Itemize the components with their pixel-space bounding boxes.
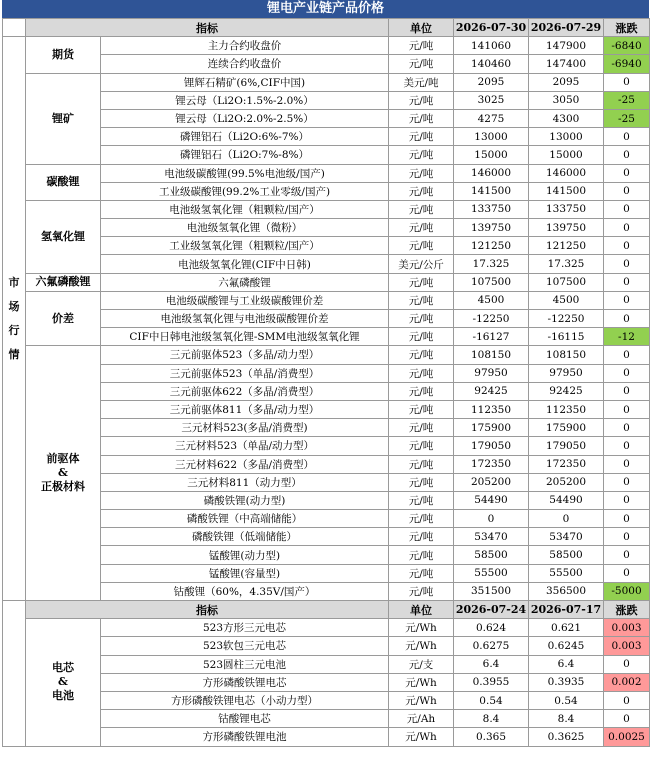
indicator-name: 电池级碳酸锂(99.5%电池级/国产) <box>101 164 389 182</box>
value-date1: 0 <box>454 510 529 528</box>
value-date2: 175900 <box>529 419 604 437</box>
value-date2: 2095 <box>529 73 604 91</box>
table-row <box>3 364 650 382</box>
change-cell: -25 <box>604 91 650 109</box>
value-date1: 4275 <box>454 109 529 127</box>
value-date1: 55500 <box>454 564 529 582</box>
value-date2: 356500 <box>529 582 604 600</box>
table-row <box>3 164 650 182</box>
indicator-name: 电池级氢氧化锂（粗颗粒/国产） <box>101 200 389 218</box>
indicator-name: 电池级氢氧化锂（微粉） <box>101 219 389 237</box>
unit-cell: 元/吨 <box>389 55 454 73</box>
value-date1: 0.6275 <box>454 637 529 655</box>
indicator-name: 工业级碳酸锂(99.2%工业零级/国产) <box>101 182 389 200</box>
page-title: 锂电产业链产品价格 <box>2 0 649 18</box>
change-cell: 0 <box>604 255 650 273</box>
value-date2: 8.4 <box>529 710 604 728</box>
change-cell: 0.003 <box>604 619 650 637</box>
value-date1: 179050 <box>454 437 529 455</box>
indicator-name: 磷酸铁锂（低端储能） <box>101 528 389 546</box>
header-date1: 2026-07-24 <box>454 601 529 619</box>
value-date1: 133750 <box>454 200 529 218</box>
value-date2: 205200 <box>529 473 604 491</box>
change-cell: -5000 <box>604 582 650 600</box>
unit-cell: 元/吨 <box>389 510 454 528</box>
indicator-name: 磷酸铁锂（中高端储能） <box>101 510 389 528</box>
indicator-name: 电池级氢氧化锂与电池级碳酸锂价差 <box>101 310 389 328</box>
value-date2: 58500 <box>529 546 604 564</box>
value-date1: 139750 <box>454 219 529 237</box>
unit-cell: 元/吨 <box>389 419 454 437</box>
table-row <box>3 219 650 237</box>
indicator-name: 锰酸锂(动力型) <box>101 546 389 564</box>
header-row <box>3 19 650 37</box>
unit-cell: 元/吨 <box>389 291 454 309</box>
change-cell: 0 <box>604 346 650 364</box>
unit-cell: 元/吨 <box>389 364 454 382</box>
indicator-name: 主力合约收盘价 <box>101 37 389 55</box>
value-date2: 0.3625 <box>529 728 604 746</box>
unit-cell: 元/吨 <box>389 491 454 509</box>
table-row <box>3 255 650 273</box>
table-row <box>3 546 650 564</box>
value-date2: 54490 <box>529 491 604 509</box>
value-date2: 97950 <box>529 364 604 382</box>
unit-cell: 元/吨 <box>389 437 454 455</box>
category-cell: 锂矿 <box>26 73 101 164</box>
table-row <box>3 655 650 673</box>
change-cell: -6840 <box>604 37 650 55</box>
indicator-name: 锂辉石精矿(6%,CIF中国) <box>101 73 389 91</box>
value-date1: 6.4 <box>454 655 529 673</box>
change-cell: 0 <box>604 437 650 455</box>
indicator-name: 三元前驱体622（多晶/消费型） <box>101 382 389 400</box>
value-date2: 0.621 <box>529 619 604 637</box>
table-row <box>3 691 650 709</box>
value-date1: 54490 <box>454 491 529 509</box>
value-date2: 92425 <box>529 382 604 400</box>
header-unit: 单位 <box>389 19 454 37</box>
unit-cell: 元/Wh <box>389 637 454 655</box>
change-cell: 0 <box>604 364 650 382</box>
change-cell: 0 <box>604 473 650 491</box>
value-date2: 17.325 <box>529 255 604 273</box>
value-date1: 205200 <box>454 473 529 491</box>
value-date1: 15000 <box>454 146 529 164</box>
header-indicator: 指标 <box>26 601 389 619</box>
indicator-name: 钴酸锂电芯 <box>101 710 389 728</box>
indicator-name: 锂云母（Li2O:2.0%-2.5%） <box>101 109 389 127</box>
change-cell: 0 <box>604 219 650 237</box>
change-cell: 0 <box>604 382 650 400</box>
change-cell: 0.003 <box>604 637 650 655</box>
value-date2: -16115 <box>529 328 604 346</box>
indicator-name: 锂云母（Li2O:1.5%-2.0%） <box>101 91 389 109</box>
value-date1: 58500 <box>454 546 529 564</box>
table-row <box>3 55 650 73</box>
value-date2: 147400 <box>529 55 604 73</box>
table-row <box>3 455 650 473</box>
value-date2: 13000 <box>529 128 604 146</box>
change-cell: 0 <box>604 164 650 182</box>
indicator-name: 方形磷酸铁锂电池 <box>101 728 389 746</box>
value-date2: 108150 <box>529 346 604 364</box>
change-cell: 0 <box>604 200 650 218</box>
unit-cell: 元/支 <box>389 655 454 673</box>
value-date1: 351500 <box>454 582 529 600</box>
unit-cell: 元/吨 <box>389 528 454 546</box>
value-date2: 172350 <box>529 455 604 473</box>
indicator-name: 磷锂铝石（Li2O:7%-8%） <box>101 146 389 164</box>
unit-cell: 元/吨 <box>389 473 454 491</box>
unit-cell: 元/吨 <box>389 382 454 400</box>
price-table <box>2 18 650 747</box>
category-cell: 前驱体 & 正极材料 <box>26 346 101 601</box>
table-row <box>3 528 650 546</box>
change-cell: 0 <box>604 400 650 418</box>
change-cell: 0 <box>604 419 650 437</box>
unit-cell: 元/吨 <box>389 128 454 146</box>
indicator-name: 六氟磷酸锂 <box>101 273 389 291</box>
unit-cell: 元/吨 <box>389 346 454 364</box>
category-cell: 电芯 & 电池 <box>26 619 101 746</box>
value-date2: 6.4 <box>529 655 604 673</box>
change-cell: 0 <box>604 710 650 728</box>
unit-cell: 元/吨 <box>389 455 454 473</box>
header-date2: 2026-07-17 <box>529 601 604 619</box>
unit-cell: 元/吨 <box>389 146 454 164</box>
corner-cell <box>3 601 26 747</box>
change-cell: 0 <box>604 510 650 528</box>
table-row <box>3 328 650 346</box>
indicator-name: 523方形三元电芯 <box>101 619 389 637</box>
change-cell: 0 <box>604 182 650 200</box>
value-date1: 0.3955 <box>454 673 529 691</box>
value-date2: 55500 <box>529 564 604 582</box>
value-date2: 107500 <box>529 273 604 291</box>
category-cell: 氢氧化锂 <box>26 200 101 273</box>
value-date2: 4500 <box>529 291 604 309</box>
unit-cell: 元/Wh <box>389 619 454 637</box>
value-date2: 139750 <box>529 219 604 237</box>
unit-cell: 元/吨 <box>389 273 454 291</box>
table-row <box>3 273 650 291</box>
value-date1: 0.365 <box>454 728 529 746</box>
table-row <box>3 128 650 146</box>
value-date2: 53470 <box>529 528 604 546</box>
change-cell: 0 <box>604 564 650 582</box>
corner-cell <box>3 19 26 37</box>
table-row <box>3 710 650 728</box>
table-row <box>3 491 650 509</box>
value-date2: 0.6245 <box>529 637 604 655</box>
category-cell: 六氟磷酸锂 <box>26 273 101 291</box>
change-cell: 0 <box>604 546 650 564</box>
indicator-name: 三元材料523(多晶/消费型) <box>101 419 389 437</box>
change-cell: 0 <box>604 691 650 709</box>
indicator-name: 磷酸铁锂(动力型) <box>101 491 389 509</box>
unit-cell: 元/吨 <box>389 582 454 600</box>
table-row <box>3 200 650 218</box>
unit-cell: 元/吨 <box>389 109 454 127</box>
change-cell: 0 <box>604 146 650 164</box>
value-date2: 146000 <box>529 164 604 182</box>
value-date2: 0 <box>529 510 604 528</box>
table-row <box>3 237 650 255</box>
change-cell: 0 <box>604 655 650 673</box>
header-change: 涨跌 <box>604 19 650 37</box>
value-date1: 3025 <box>454 91 529 109</box>
table-row <box>3 619 650 637</box>
value-date2: -12250 <box>529 310 604 328</box>
change-cell: 0 <box>604 273 650 291</box>
category-cell: 价差 <box>26 291 101 346</box>
indicator-name: 磷锂铝石（Li2O:6%-7%） <box>101 128 389 146</box>
unit-cell: 美元/公斤 <box>389 255 454 273</box>
unit-cell: 元/吨 <box>389 182 454 200</box>
value-date1: 0.624 <box>454 619 529 637</box>
header-date2: 2026-07-29 <box>529 19 604 37</box>
indicator-name: 三元材料622（多晶/消费型） <box>101 455 389 473</box>
table-row <box>3 346 650 364</box>
table-row <box>3 182 650 200</box>
change-cell: 0 <box>604 291 650 309</box>
value-date2: 0.54 <box>529 691 604 709</box>
value-date2: 112350 <box>529 400 604 418</box>
value-date1: 53470 <box>454 528 529 546</box>
unit-cell: 元/吨 <box>389 237 454 255</box>
unit-cell: 美元/吨 <box>389 73 454 91</box>
change-cell: 0 <box>604 237 650 255</box>
value-date1: 0.54 <box>454 691 529 709</box>
indicator-name: 三元材料523（单晶/动力型） <box>101 437 389 455</box>
indicator-name: 方形磷酸铁锂电芯（小动力型） <box>101 691 389 709</box>
header-indicator: 指标 <box>26 19 389 37</box>
value-date1: 13000 <box>454 128 529 146</box>
value-date1: 146000 <box>454 164 529 182</box>
change-cell: 0.002 <box>604 673 650 691</box>
table-row <box>3 673 650 691</box>
value-date1: 172350 <box>454 455 529 473</box>
unit-cell: 元/吨 <box>389 546 454 564</box>
value-date1: 141500 <box>454 182 529 200</box>
value-date2: 147900 <box>529 37 604 55</box>
unit-cell: 元/吨 <box>389 219 454 237</box>
change-cell: 0 <box>604 491 650 509</box>
indicator-name: 三元前驱体811（多晶/动力型） <box>101 400 389 418</box>
change-cell: 0 <box>604 73 650 91</box>
value-date2: 179050 <box>529 437 604 455</box>
table-row <box>3 146 650 164</box>
value-date1: 2095 <box>454 73 529 91</box>
table-row <box>3 637 650 655</box>
indicator-name: 连续合约收盘价 <box>101 55 389 73</box>
indicator-name: 锰酸锂(容量型) <box>101 564 389 582</box>
change-cell: 0 <box>604 128 650 146</box>
category-cell: 期货 <box>26 37 101 73</box>
change-cell: 0 <box>604 528 650 546</box>
change-cell: 0.0025 <box>604 728 650 746</box>
value-date1: -12250 <box>454 310 529 328</box>
unit-cell: 元/吨 <box>389 310 454 328</box>
change-cell: -12 <box>604 328 650 346</box>
unit-cell: 元/Wh <box>389 673 454 691</box>
unit-cell: 元/吨 <box>389 164 454 182</box>
table-row <box>3 437 650 455</box>
value-date1: 121250 <box>454 237 529 255</box>
indicator-name: 方形磷酸铁锂电芯 <box>101 673 389 691</box>
table-row <box>3 728 650 746</box>
value-date1: 4500 <box>454 291 529 309</box>
table-row <box>3 582 650 600</box>
header-change: 涨跌 <box>604 601 650 619</box>
indicator-name: 钴酸锂（60%，4.35V/国产） <box>101 582 389 600</box>
indicator-name: 三元前驱体523（单晶/消费型） <box>101 364 389 382</box>
table-row <box>3 37 650 55</box>
change-cell: 0 <box>604 455 650 473</box>
table-row <box>3 382 650 400</box>
value-date2: 4300 <box>529 109 604 127</box>
change-cell: -25 <box>604 109 650 127</box>
indicator-name: 工业级氢氧化锂（粗颗粒/国产） <box>101 237 389 255</box>
table-row <box>3 73 650 91</box>
indicator-name: 电池级氢氧化锂(CIF中日韩) <box>101 255 389 273</box>
category-cell: 碳酸锂 <box>26 164 101 200</box>
unit-cell: 元/Wh <box>389 691 454 709</box>
table-row <box>3 564 650 582</box>
value-date2: 121250 <box>529 237 604 255</box>
indicator-name: 三元材料811（动力型） <box>101 473 389 491</box>
table-row <box>3 291 650 309</box>
value-date1: 97950 <box>454 364 529 382</box>
header-row <box>3 601 650 619</box>
value-date1: 175900 <box>454 419 529 437</box>
unit-cell: 元/Wh <box>389 728 454 746</box>
table-row <box>3 400 650 418</box>
header-date1: 2026-07-30 <box>454 19 529 37</box>
table-row <box>3 419 650 437</box>
unit-cell: 元/吨 <box>389 91 454 109</box>
value-date2: 3050 <box>529 91 604 109</box>
table-row <box>3 109 650 127</box>
value-date2: 15000 <box>529 146 604 164</box>
value-date1: 140460 <box>454 55 529 73</box>
change-cell: 0 <box>604 310 650 328</box>
value-date1: -16127 <box>454 328 529 346</box>
table-row <box>3 91 650 109</box>
value-date1: 141060 <box>454 37 529 55</box>
unit-cell: 元/Ah <box>389 710 454 728</box>
value-date1: 107500 <box>454 273 529 291</box>
value-date1: 8.4 <box>454 710 529 728</box>
market-side-label: 市 场 行 情 <box>3 37 26 601</box>
unit-cell: 元/吨 <box>389 200 454 218</box>
table-row <box>3 473 650 491</box>
indicator-name: 523圆柱三元电池 <box>101 655 389 673</box>
value-date1: 112350 <box>454 400 529 418</box>
indicator-name: 523软包三元电芯 <box>101 637 389 655</box>
table-row <box>3 310 650 328</box>
unit-cell: 元/吨 <box>389 328 454 346</box>
indicator-name: 三元前驱体523（多晶/动力型） <box>101 346 389 364</box>
header-unit: 单位 <box>389 601 454 619</box>
indicator-name: CIF中日韩电池级氢氧化锂-SMM电池级氢氧化锂 <box>101 328 389 346</box>
value-date1: 92425 <box>454 382 529 400</box>
value-date2: 141500 <box>529 182 604 200</box>
table-row <box>3 510 650 528</box>
value-date2: 133750 <box>529 200 604 218</box>
value-date2: 0.3935 <box>529 673 604 691</box>
indicator-name: 电池级碳酸锂与工业级碳酸锂价差 <box>101 291 389 309</box>
value-date1: 17.325 <box>454 255 529 273</box>
unit-cell: 元/吨 <box>389 564 454 582</box>
value-date1: 108150 <box>454 346 529 364</box>
unit-cell: 元/吨 <box>389 400 454 418</box>
change-cell: -6940 <box>604 55 650 73</box>
unit-cell: 元/吨 <box>389 37 454 55</box>
